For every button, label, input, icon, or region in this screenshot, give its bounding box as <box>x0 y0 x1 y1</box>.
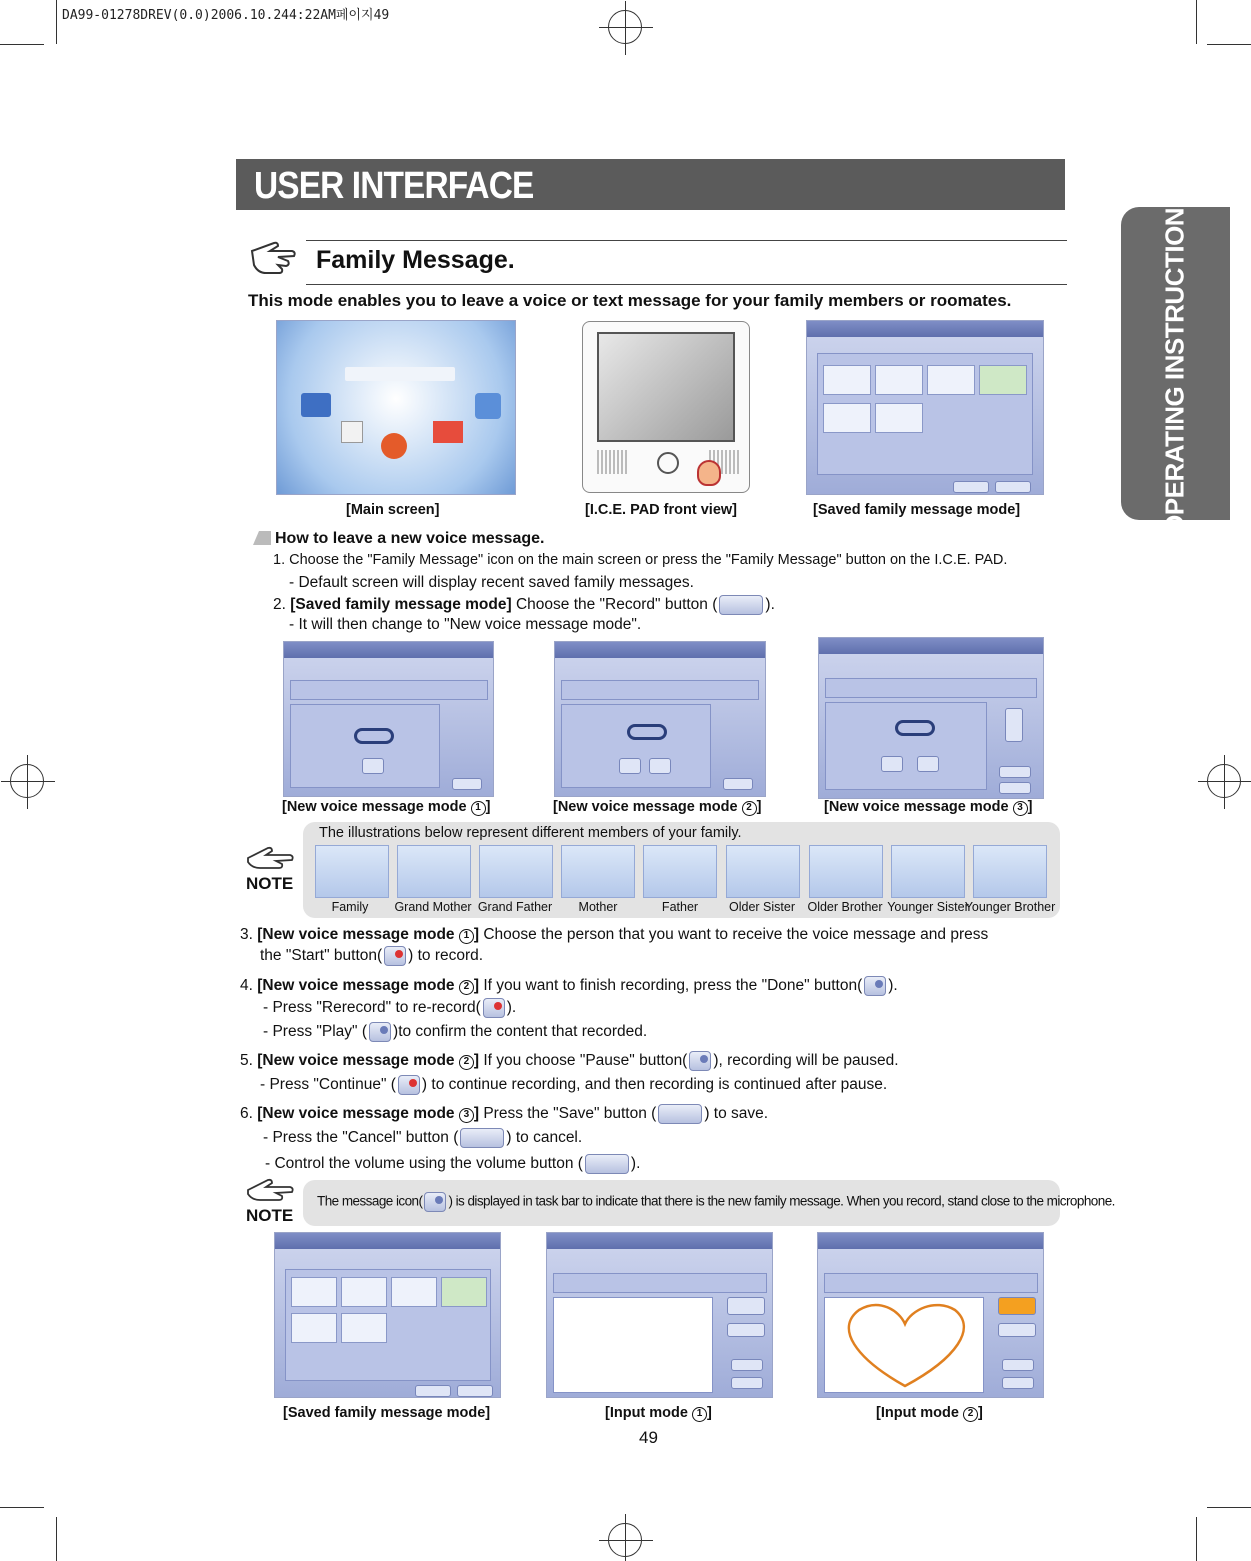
pointing-hand-icon <box>697 460 721 486</box>
message-tile <box>927 365 975 395</box>
crop-mark <box>1196 0 1197 44</box>
circled-number: 1 <box>692 1407 707 1422</box>
crop-mark <box>56 0 57 44</box>
mode-name: [New voice message mode <box>257 977 459 995</box>
record-panel <box>290 704 440 788</box>
bracket: ] <box>1027 799 1033 815</box>
caption-saved-mode: [Saved family message mode] <box>813 502 1021 518</box>
member-strip <box>824 1273 1038 1293</box>
app-icon <box>341 421 363 443</box>
cancel-button <box>452 778 482 790</box>
input-mode-1-image <box>546 1232 773 1398</box>
step-4-line-1 <box>240 976 898 996</box>
section-rule-bottom <box>306 284 1067 285</box>
circled-number: 2 <box>742 801 757 816</box>
save-button <box>731 1359 763 1371</box>
cancel-button <box>731 1377 763 1389</box>
voice-mode-2-image <box>554 641 766 797</box>
saved-mode-bottom-image <box>274 1232 501 1398</box>
caption-input-mode-2 <box>876 1405 983 1422</box>
bracket: ] <box>473 1105 480 1123</box>
record-button <box>995 481 1031 493</box>
caption-voice-mode-1 <box>282 799 490 816</box>
caption-input-mode-1 <box>605 1405 712 1422</box>
mode-name: [New voice message mode <box>282 799 471 815</box>
caption-front-view: [I.C.E. PAD front view] <box>585 502 737 518</box>
section-title: Family Message. <box>316 246 515 274</box>
member-illustration <box>315 845 389 898</box>
bracket: ] <box>473 1052 480 1070</box>
member-illustration <box>726 845 800 898</box>
howto-line-4: - It will then change to "New voice message mode". <box>289 616 642 633</box>
member-name: Younger Sister <box>887 900 969 914</box>
mode-name: [Input mode <box>605 1405 692 1421</box>
title-bar <box>819 638 1043 654</box>
instruction: - Press "Rerecord" to re-record( <box>263 999 481 1017</box>
step-one-icon <box>253 531 271 545</box>
member-illustration <box>973 845 1047 898</box>
caption-saved-mode-bottom: [Saved family message mode] <box>283 1405 491 1421</box>
drawing-canvas <box>824 1297 984 1393</box>
instruction: the "Start" button( <box>260 947 383 965</box>
message-tile <box>875 403 923 433</box>
mode-name: [New voice message mode <box>553 799 742 815</box>
crop-mark <box>1207 44 1251 45</box>
step-number: 5. <box>240 1052 253 1070</box>
instruction: - Press the "Cancel" button ( <box>263 1129 459 1147</box>
play-button-icon <box>369 1022 391 1042</box>
registration-mark <box>608 10 642 44</box>
input-mode-2-image <box>817 1232 1044 1398</box>
step-6-line-2 <box>263 1128 582 1148</box>
circled-number: 2 <box>459 980 474 995</box>
rerecord-button-icon <box>483 998 505 1018</box>
record-panel <box>561 704 711 788</box>
step-4-line-2 <box>263 998 516 1018</box>
side-tab-label: OPERATING INSTRUCTIONS <box>1159 191 1190 535</box>
record-button <box>457 1385 493 1397</box>
pad-speaker <box>597 450 627 474</box>
close-paren: ). <box>888 977 898 995</box>
pad-dial <box>657 452 679 474</box>
start-button-icon <box>384 946 406 966</box>
instruction: ) to continue recording, and then recording is continued after pause. <box>421 1076 888 1094</box>
cancel-button-icon <box>460 1128 504 1148</box>
title-bar <box>547 1233 772 1249</box>
member-name: Younger Brother <box>964 900 1056 914</box>
message-tile <box>823 403 871 433</box>
tape-icon <box>895 720 935 736</box>
message-tile <box>341 1313 387 1343</box>
mode-name: [New voice message mode <box>257 1052 459 1070</box>
crop-mark <box>0 44 44 45</box>
write-button <box>953 481 989 493</box>
member-illustration <box>479 845 553 898</box>
crop-mark <box>0 1507 44 1508</box>
note-text-end: ) is displayed in task bar to indicate that there is the new family message. When you record, stand close to the microphone. <box>448 1193 1115 1209</box>
mode-name: [New voice message mode <box>257 926 459 943</box>
app-icon <box>475 393 501 419</box>
member-name: Father <box>661 900 699 914</box>
member-illustration <box>561 845 635 898</box>
page-number: 49 <box>639 1428 658 1447</box>
print-header: DA99-01278DREV(0.0)2006.10.244:22AM페이지49 <box>62 8 390 23</box>
instruction: - Press "Continue" ( <box>260 1076 396 1094</box>
voice-mode-3-image <box>818 637 1044 799</box>
close-paren: ). <box>506 999 517 1017</box>
member-strip <box>553 1273 767 1293</box>
caption-main-screen: [Main screen] <box>346 502 440 518</box>
member-strip <box>290 680 488 700</box>
save-button <box>999 766 1031 778</box>
member-illustration <box>397 845 471 898</box>
registration-mark <box>1207 764 1241 798</box>
volume-control <box>1005 708 1023 742</box>
message-tile <box>391 1277 437 1307</box>
record-button-icon <box>719 595 763 615</box>
caption-voice-mode-3 <box>824 799 1032 816</box>
cancel-button <box>999 782 1031 794</box>
note-text: The illustrations below represent different members of your family. <box>319 825 742 841</box>
envelope-icon <box>424 1192 446 1212</box>
step-6-line-1 <box>240 1104 768 1124</box>
instruction: If you choose "Pause" button( <box>483 1052 688 1070</box>
instruction: Choose the person that you want to receive the voice message and press <box>483 926 989 943</box>
member-strip <box>825 678 1037 698</box>
howto-line-3 <box>273 595 775 615</box>
crop-mark <box>56 1517 57 1561</box>
circled-number: 1 <box>459 929 474 944</box>
message-tile <box>291 1313 337 1343</box>
mode-name: [New voice message mode <box>824 799 1013 815</box>
circled-number: 2 <box>963 1407 978 1422</box>
pointing-hand-icon <box>246 844 296 874</box>
member-strip <box>561 680 759 700</box>
step-number: 3. <box>240 926 253 943</box>
cancel-button <box>723 778 753 790</box>
title-bar <box>818 1233 1043 1249</box>
bracket: ] <box>485 799 491 815</box>
bracket: ] <box>473 977 480 995</box>
ice-pad-image <box>582 321 750 493</box>
cancel-button <box>1002 1377 1034 1389</box>
header-bar <box>236 159 1065 210</box>
title-bar <box>555 642 765 658</box>
tape-icon <box>354 728 394 744</box>
brush-button <box>727 1297 765 1315</box>
done-button <box>649 758 671 774</box>
howto-line-1: 1. Choose the "Family Message" icon on the main screen or press the "Family Message" button on the I.C.E. PAD. <box>273 552 1008 568</box>
message-tile <box>291 1277 337 1307</box>
volume-button-icon <box>585 1154 629 1174</box>
instruction: )to confirm the content that recorded. <box>393 1023 648 1041</box>
registration-mark <box>608 1523 642 1557</box>
step-number: 4. <box>240 977 253 995</box>
play-button <box>881 756 903 772</box>
instruction: - Press "Play" ( <box>263 1023 368 1041</box>
registration-mark <box>10 764 44 798</box>
bracket: ] <box>978 1405 983 1421</box>
step-4-line-3 <box>263 1022 647 1042</box>
message-tile <box>875 365 923 395</box>
tape-icon <box>627 724 667 740</box>
instruction: - Control the volume using the volume button ( <box>265 1155 583 1173</box>
circled-number: 3 <box>459 1108 474 1123</box>
keyboard-button <box>998 1323 1036 1337</box>
instruction: Choose the "Record" button ( <box>515 596 718 614</box>
pad-screen <box>597 332 735 442</box>
done-button-icon <box>864 976 886 996</box>
step-5-line-2 <box>260 1075 887 1095</box>
app-icon <box>381 433 407 459</box>
howto-line-2: - Default screen will display recent saved family messages. <box>289 574 694 591</box>
step-3-line-2 <box>260 946 483 966</box>
hand-icon <box>248 237 300 281</box>
app-icon <box>301 393 331 417</box>
circled-number: 1 <box>471 801 486 816</box>
close-paren: ). <box>765 596 775 614</box>
message-tile <box>979 365 1027 395</box>
bracket: ] <box>707 1405 712 1421</box>
section-rule-top <box>306 240 1067 241</box>
pause-button-icon <box>689 1051 711 1071</box>
crop-mark <box>1207 1507 1251 1508</box>
write-button <box>415 1385 451 1397</box>
intro-text: This mode enables you to leave a voice or text message for your family members or roomates. <box>248 291 1012 310</box>
member-illustration <box>809 845 883 898</box>
title-bar <box>807 321 1043 337</box>
member-name: Older Brother <box>807 900 883 914</box>
crop-mark <box>1196 1517 1197 1561</box>
bracket: ] <box>473 926 480 943</box>
step-6-line-3 <box>265 1154 640 1174</box>
save-button <box>1002 1359 1034 1371</box>
record-panel <box>825 702 987 790</box>
member-name: Mother <box>578 900 618 914</box>
side-tab <box>1121 191 1230 535</box>
rerecord-button <box>917 756 939 772</box>
bracket: ] <box>756 799 762 815</box>
title-bar <box>275 1233 500 1249</box>
instruction: Press the "Save" button ( <box>483 1105 657 1123</box>
continue-button-icon <box>398 1075 420 1095</box>
mode-name: [Saved family message mode] <box>290 596 512 614</box>
caption-voice-mode-2 <box>553 799 761 816</box>
note-label: NOTE <box>246 1206 294 1225</box>
mode-name: [New voice message mode <box>257 1105 459 1123</box>
saved-mode-image <box>806 320 1044 495</box>
note-text-start: The message icon( <box>317 1193 423 1209</box>
brush-button <box>998 1297 1036 1315</box>
note-label: NOTE <box>246 874 294 893</box>
step-number: 2. <box>273 596 286 614</box>
logo <box>345 367 455 381</box>
message-tile <box>823 365 871 395</box>
note-text <box>317 1192 1115 1212</box>
step-number: 6. <box>240 1105 253 1123</box>
member-name: Family <box>331 900 369 914</box>
close-paren: ). <box>630 1155 641 1173</box>
member-name: Grand Mother <box>394 900 472 914</box>
mode-name: [Input mode <box>876 1405 963 1421</box>
member-illustration <box>891 845 965 898</box>
circled-number: 2 <box>459 1055 474 1070</box>
drawing-canvas <box>553 1297 713 1393</box>
pause-button <box>619 758 641 774</box>
member-name: Older Sister <box>729 900 795 914</box>
voice-mode-1-image <box>283 641 494 797</box>
instruction: If you want to finish recording, press the "Done" button( <box>483 977 863 995</box>
howto-title: How to leave a new voice message. <box>275 530 545 547</box>
instruction: ) to record. <box>408 947 484 965</box>
app-icon <box>433 421 463 443</box>
instruction: ) to save. <box>704 1105 769 1123</box>
message-tile <box>341 1277 387 1307</box>
pointing-hand-icon <box>246 1176 296 1206</box>
member-illustration <box>643 845 717 898</box>
title-bar <box>284 642 493 658</box>
main-screen-image <box>276 320 516 495</box>
circled-number: 3 <box>1013 801 1028 816</box>
step-3-line-1 <box>240 926 988 944</box>
start-button <box>362 758 384 774</box>
instruction: ), recording will be paused. <box>713 1052 899 1070</box>
save-button-icon <box>658 1104 702 1124</box>
heart-drawing <box>825 1298 985 1394</box>
step-5-line-1 <box>240 1051 899 1071</box>
instruction: ) to cancel. <box>506 1129 583 1147</box>
header-title: USER INTERFACE <box>254 165 534 207</box>
message-tile <box>441 1277 487 1307</box>
keyboard-button <box>727 1323 765 1337</box>
member-name: Grand Father <box>477 900 553 914</box>
